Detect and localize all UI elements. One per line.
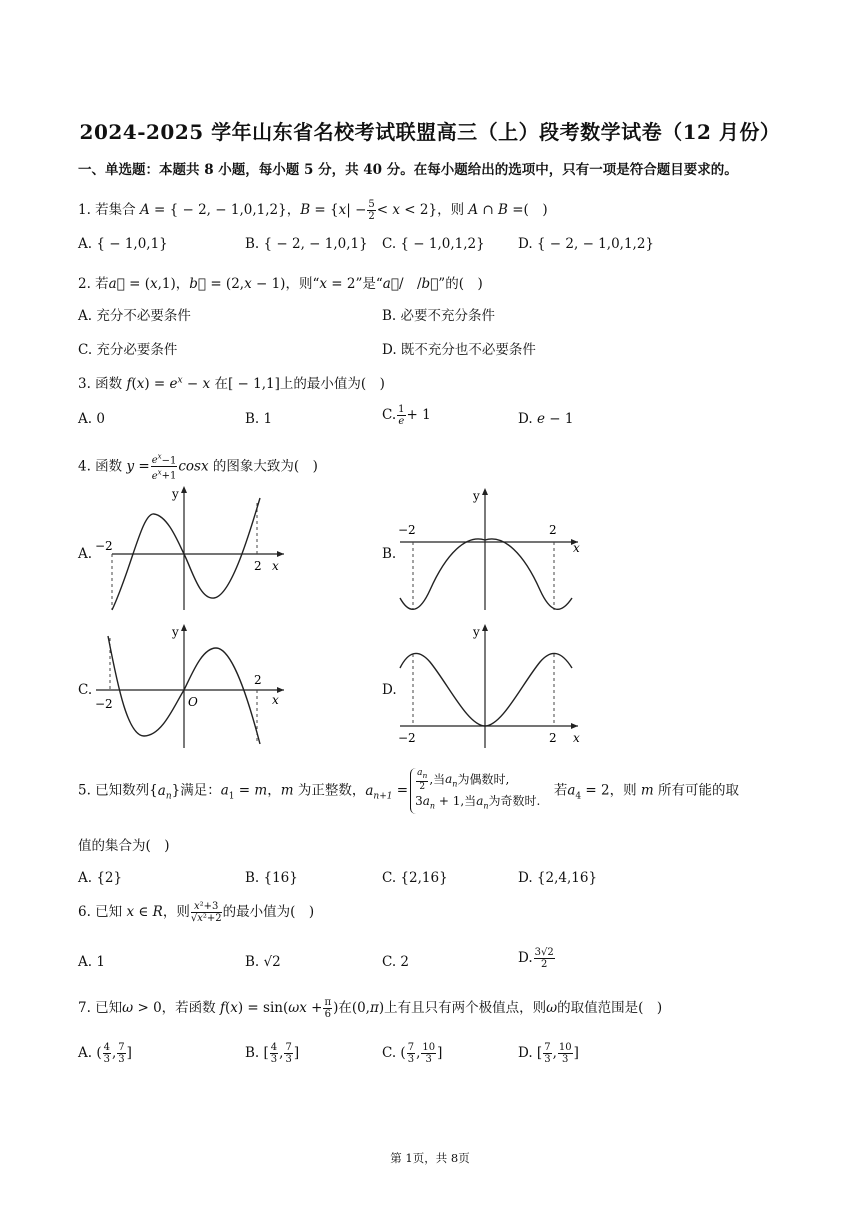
question-7-option-c[interactable]: C. ( $\frac{7}{3}$ , $\frac{10}{3}$ ] [382, 1042, 443, 1065]
question-5-stem: 5. 已知数列$\{a_n\}$满足：$a_1 = m$，m 为正整数，$a_{n+1}$ = $\frac{a_n}{2}$ ,当$a_n$为偶数时, $3a_n + 1$,当$a_n$为奇数时. 若$a_4 = 2$，则 m 所有可能的取 [78, 768, 739, 814]
graph-a-pos2: 2 [254, 559, 262, 573]
graph-b-pos2: 2 [549, 523, 557, 537]
question-1-option-c[interactable]: C. { − 1,0,1,2} [382, 236, 485, 252]
question-3-option-c[interactable]: C. $\frac{1}{e}$ + 1 [382, 404, 431, 427]
question-5-option-a[interactable]: A. {2} [78, 870, 123, 886]
question-1-option-d[interactable]: D. { − 2, − 1,0,1,2} [518, 236, 655, 252]
question-4-option-d-label[interactable]: D. [382, 682, 397, 698]
question-4-option-c-label[interactable]: C. [78, 682, 93, 698]
question-3-option-b[interactable]: B. 1 [245, 411, 273, 427]
graph-c-x-label: x [272, 693, 279, 707]
question-2-option-c[interactable]: C. 充分必要条件 [78, 342, 178, 358]
graph-a[interactable] [92, 482, 292, 614]
question-7-stem: 7. 已知ω > 0，若函数 f(x) = sin(ωx + $\frac{\pi}{6}$ )在(0,π)上有且只有两个极值点，则ω的取值范围是( ) [78, 997, 663, 1020]
graph-c-neg2: −2 [95, 697, 113, 711]
question-5-option-c[interactable]: C. {2,16} [382, 870, 448, 886]
question-1-stem: 1. 若集合 A = { − 2, − 1,0,1,2}，B = {x| − $\frac{5}{2}$ < x < 2}，则 A ∩ B =( ) [78, 199, 548, 222]
graph-c-pos2: 2 [254, 673, 262, 687]
question-7-option-a[interactable]: A. ( $\frac{4}{3}$ , $\frac{7}{3}$ ] [78, 1042, 132, 1065]
graph-c[interactable] [92, 618, 292, 750]
question-4-stem: 4. 函数 y = $\frac{e^x-1}{e^x+1}$ cosx 的图象大致为( ) [78, 453, 318, 482]
graph-c-origin: O [188, 695, 198, 709]
graph-b[interactable] [396, 482, 586, 614]
graph-a-x-label: x [272, 559, 279, 573]
graph-d-pos2: 2 [549, 731, 557, 745]
page-footer: 第 1页，共 8页 [390, 1151, 470, 1165]
graph-d[interactable] [396, 618, 586, 750]
question-5-option-b[interactable]: B. {16} [245, 870, 298, 886]
question-4-option-a-label[interactable]: A. [78, 546, 93, 562]
question-1-option-b[interactable]: B. { − 2, − 1,0,1} [245, 236, 368, 252]
question-6-option-b[interactable]: B. √2 [245, 954, 281, 970]
question-4-option-b-label[interactable]: B. [382, 546, 397, 562]
question-2-stem: 2. 若a⃗ = (x,1)，b⃗ = (2,x − 1)，则“x = 2”是“a⃗/ /b⃗”的( ) [78, 276, 483, 292]
question-6-option-c[interactable]: C. 2 [382, 954, 410, 970]
question-7-option-b[interactable]: B. [ $\frac{4}{3}$ , $\frac{7}{3}$ ] [245, 1042, 300, 1065]
question-2-option-a[interactable]: A. 充分不必要条件 [78, 308, 191, 324]
section-heading: 一、单选题：本题共 8 小题，每小题 5 分，共 40 分。在每小题给出的选项中，只有一项是符合题目要求的。 [78, 162, 738, 178]
page-title: 2024-2025 学年山东省名校考试联盟高三（上）段考数学试卷（12 月份） [79, 120, 781, 144]
graph-d-neg2: −2 [398, 731, 416, 745]
graph-d-y-label: y [473, 625, 480, 639]
question-7-option-d[interactable]: D. [ $\frac{7}{3}$ , $\frac{10}{3}$ ] [518, 1042, 579, 1065]
graph-b-x-label: x [573, 541, 580, 555]
question-2-option-d[interactable]: D. 既不充分也不必要条件 [382, 342, 536, 358]
graph-d-x-label: x [573, 731, 580, 745]
question-5-stem-continued: 值的集合为( ) [78, 838, 170, 854]
graph-b-neg2: −2 [398, 523, 416, 537]
question-5-option-d[interactable]: D. {2,4,16} [518, 870, 598, 886]
question-6-stem: 6. 已知 x ∈ R，则 $\frac{\text{x²+3}}{\text{√x²+2}}$ 的最小值为( ) [78, 901, 315, 924]
graph-a-neg2: −2 [95, 539, 113, 553]
question-3-option-d[interactable]: D. e − 1 [518, 411, 574, 427]
graph-c-y-label: y [172, 625, 179, 639]
question-3-option-a[interactable]: A. 0 [78, 411, 105, 427]
question-3-stem: 3. 函数 $f(x) = e^x - x$ 在[ − 1,1]上的最小值为( ) [78, 375, 385, 392]
question-6-option-d[interactable]: D. $\frac{3√2}{2}$ [518, 947, 554, 970]
question-2-option-b[interactable]: B. 必要不充分条件 [382, 308, 496, 324]
graph-a-y-label: y [172, 487, 179, 501]
graph-b-y-label: y [473, 489, 480, 503]
question-6-option-a[interactable]: A. 1 [78, 954, 105, 970]
question-1-option-a[interactable]: A. { − 1,0,1} [78, 236, 168, 252]
